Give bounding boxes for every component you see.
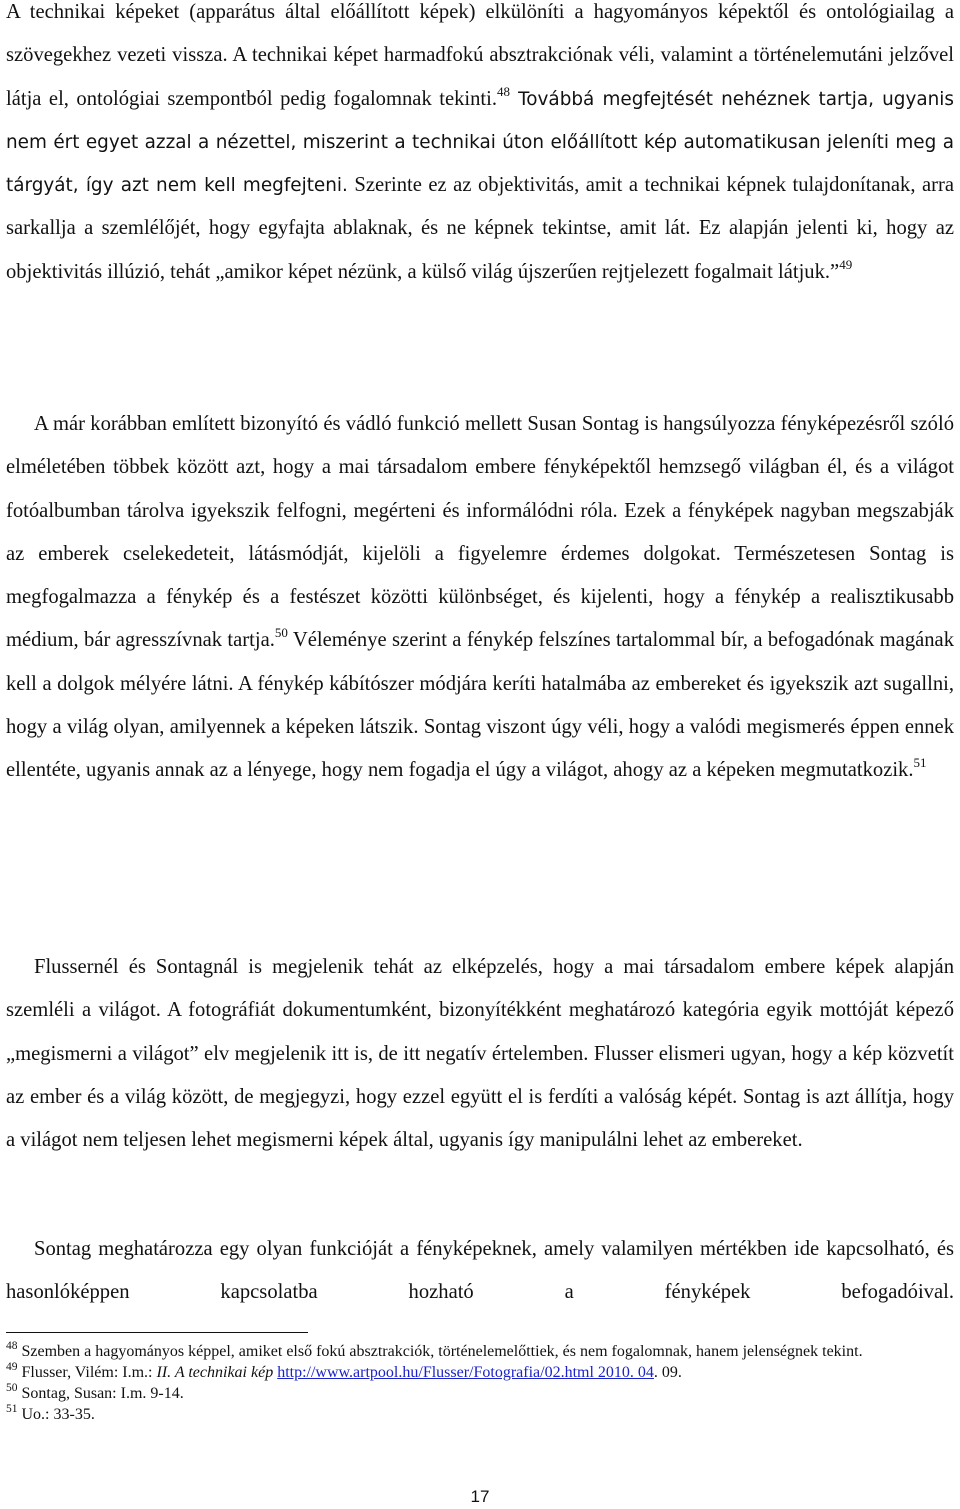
footnote-number: 49 (6, 1361, 18, 1373)
footnote (6, 1404, 954, 1425)
footnote-text: Flusser, Vilém: I.m.: (17, 1364, 157, 1381)
footnote (6, 1383, 954, 1404)
footnote-link[interactable]: http://www.artpool.hu/Flusser/Fotografia/02.html 2010. 04 (277, 1364, 654, 1381)
paragraph-text: Véleménye szerint a fénykép felszínes tartalommal bír, a befogadónak magának kell a dolgok mélyére látni. A fénykép kábítószer módjára keríti hatalmába az embereket és igyekszik azt sugallni, hogy a világ olyan, amilyennek a képeken látszik. Sontag viszont úgy véli, hogy a valódi megismerés éppen ennek ellentéte, ugyanis annak az a lényege, hogy nem fogadja el úgy a világot, ahogy az a képeken megmutatkozik. (6, 629, 954, 782)
paragraph-text: Szerinte ez az objektivitás, amit a technikai képnek tulajdonítanak, arra sarkallja a szemlélőjét, hogy egyfajta ablaknak, és ne képnek tekintse, amit lát. Ez alapján jelenti ki, hogy az objektivitás illúzió, tehát „amikor képet nézünk, a külső világ újszerűen rejtjelezett fogalmait látjuk.” (6, 174, 955, 283)
footnote-reference[interactable]: 51 (913, 755, 927, 771)
footnote-text: Uo.: 33-35. (17, 1406, 95, 1423)
footnote-text: Sontag, Susan: I.m. 9-14. (17, 1385, 184, 1402)
footnote-title: II. A technikai kép (156, 1364, 274, 1381)
footnote-text: Szemben a hagyományos képpel, amiket első fokú absztrakciók, történelemelőttiek, és nem fogalomnak, hanem jelenségnek tekint. (17, 1343, 863, 1360)
paragraph-text: A már korábban említett bizonyító és vádló funkció mellett Susan Sontag is hangsúlyozza fényképezésről szóló elméletében többek között azt, hogy a mai társadalom embere fényképektől hemzsegő világban él, és a világot fotóalbumban tárolva igyekszik felfogni, megérteni és informálódni róla. Ezek a fényképek nagyban megszabják az emberek cselekedeteit, látásmódját, kijelöli a figyelemre érdemes dolgokat. Természetesen Sontag is megfogalmazza a fénykép és a festészet közötti különbséget, és kijelenti, hogy a fénykép a realisztikusabb médium, bár agresszívnak tartja. (6, 413, 954, 652)
footnote (6, 1362, 954, 1383)
paragraph-text: Továbbá megfejtését nehéznek tartja, ugyanis nem ért egyet azzal a nézettel, miszerint a technikai úton előállított kép automatikusan jeleníti meg a tárgyát, így azt nem kell megfejteni. (6, 88, 954, 197)
footnote-number: 48 (6, 1340, 18, 1352)
footnote-separator (6, 1332, 308, 1333)
paragraph-text: Sontag meghatározza egy olyan funkcióját a fényképeknek, amely valamilyen mértékben ide kapcsolható, és hasonlóképpen kapcsolatba hozható a fényképek befogadóival. (6, 1238, 954, 1304)
page-number: 17 (470, 1487, 490, 1506)
body-paragraph (6, 1228, 954, 1315)
footnotes (6, 1341, 954, 1425)
footnote (6, 1341, 954, 1362)
footnote-number: 50 (6, 1382, 18, 1394)
footnote-reference[interactable]: 48 (497, 83, 510, 99)
footnote-reference[interactable]: 50 (274, 625, 288, 641)
body-paragraph (6, 403, 954, 793)
footnote-reference[interactable]: 49 (839, 256, 853, 272)
paragraph-text: A technikai képeket (apparátus által előállított képek) elkülöníti a hagyományos képektől és ontológiailag a szövegekhez vezeti vissza. A technikai képet harmadfokú absztrakciónak véli, valamint a történelemutáni jelzővel látja el, ontológiai szempontból pedig fogalomnak tekinti. (6, 1, 954, 110)
body-paragraph (6, 946, 954, 1162)
paragraph-text: Flussernél és Sontagnál is megjelenik tehát az elképzelés, hogy a mai társadalom embere képek alapján szemléli a világot. A fotográfiát dokumentumként, bizonyítékként meghatározó kategória egyik mottóját képező „megismerni a világot” elv megjelenik itt is, de itt negatív értelemben. Flusser elismeri ugyan, hogy a kép közvetít az ember és a világ között, de megjegyzi, hogy ezzel együtt el is ferdíti a valóság képét. Sontag is azt állítja, hogy a világot nem teljesen lehet megismerni képek által, ugyanis így manipulálni lehet az embereket. (6, 956, 954, 1152)
footnote-text: . 09. (653, 1364, 682, 1381)
body-paragraph (6, 0, 954, 294)
footnote-number: 51 (6, 1403, 18, 1415)
